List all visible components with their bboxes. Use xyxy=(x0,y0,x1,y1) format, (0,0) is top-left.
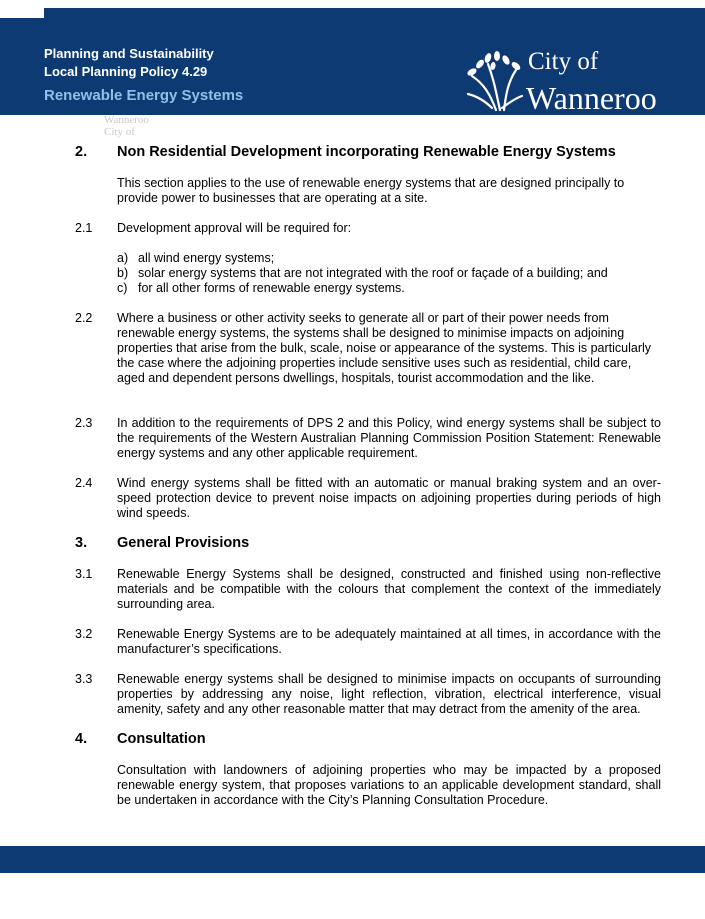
policy-subtitle: Renewable Energy Systems xyxy=(44,87,244,104)
list-marker: a) xyxy=(117,251,129,265)
list-item xyxy=(117,251,274,266)
clause-3-1-text: Renewable Energy Systems shall be designed, constructed and finished using non-reflective materials and be compatible with the colours that complement the context of the immediately surrounding area. xyxy=(117,567,661,611)
clause-2-1-text: Development approval will be required for: xyxy=(117,221,352,235)
section-4-number: 4. xyxy=(75,731,88,747)
clause-2-3-text: In addition to the requirements of DPS 2 and this Policy, wind energy systems shall be subject to the requirements of the Western Australian Planning Commission Position Statement: Renewable energy systems and any other applicable requirement. xyxy=(117,416,661,460)
header-notch xyxy=(0,8,44,18)
list-text: solar energy systems that are not integrated with the roof or façade of a building; and xyxy=(138,266,608,280)
logo-wanneroo-text: Wanneroo xyxy=(526,80,657,116)
department-title: Planning and Sustainability xyxy=(44,46,214,61)
list-marker: b) xyxy=(117,266,129,280)
clause-3-3-number: 3.3 xyxy=(75,672,93,686)
watermark xyxy=(72,114,149,138)
clause-3-2-number: 3.2 xyxy=(75,627,93,641)
section-3-title: General Provisions xyxy=(117,535,250,551)
section-2-intro: This section applies to the use of renewable energy systems that are designed principally to provide power to businesses that are operating at a site. xyxy=(117,176,625,205)
section-4-text: Consultation with landowners of adjoining properties who may be impacted by a proposed renewable energy system, that proposes variations to an applicable development standard, shall be undertaken in accordance with the City’s Planning Consultation Procedure. xyxy=(117,763,661,807)
clause-2-4-text: Wind energy systems shall be fitted with an automatic or manual braking system and an over-speed protection device to prevent noise impacts on adjoining properties during periods of high wind speeds. xyxy=(117,476,661,520)
watermark-line1: Wanneroo xyxy=(104,114,149,126)
list-item xyxy=(117,266,608,281)
logo-city-text: City of xyxy=(528,48,599,75)
list-text: for all other forms of renewable energy systems. xyxy=(138,281,405,295)
section-4-title: Consultation xyxy=(117,731,206,747)
clause-3-2-text: Renewable Energy Systems are to be adequately maintained at all times, in accordance with the manufacturer’s specifications. xyxy=(117,627,661,656)
watermark-line2: City of xyxy=(104,126,135,138)
clause-3-1-number: 3.1 xyxy=(75,567,93,581)
section-2-number: 2. xyxy=(75,144,88,160)
policy-number: Local Planning Policy 4.29 xyxy=(44,64,208,79)
kangaroo-paw-logo-icon xyxy=(466,50,524,112)
page-footer-bar xyxy=(0,846,705,873)
page-header xyxy=(0,8,705,115)
list-text: all wind energy systems; xyxy=(138,251,275,265)
clause-2-1-number: 2.1 xyxy=(75,221,93,235)
clause-2-4-number: 2.4 xyxy=(75,476,93,490)
clause-2-3-number: 2.3 xyxy=(75,416,93,430)
clause-3-3-text: Renewable energy systems shall be designed to minimise impacts on occupants of surrounding properties by addressing any noise, light reflection, vibration, electrical interference, visual amenity, safety and any other reasonable matter that may detract from the amenity of the area. xyxy=(117,672,661,716)
section-2-title: Non Residential Development incorporating Renewable Energy Systems xyxy=(117,144,616,160)
list-marker: c) xyxy=(117,281,128,295)
clause-2-2-text: Where a business or other activity seeks to generate all or part of their power needs from renewable energy systems, the systems shall be designed to minimise impacts on adjoining properties that arise from the bulk, scale, noise or appearance of the systems. This is particularly the case where the adjoining properties include sensitive uses such as residential, child care, aged and dependent persons dwellings, hospitals, tourist accommodation and the like. xyxy=(117,311,652,385)
clause-2-2-number: 2.2 xyxy=(75,311,93,325)
list-item xyxy=(117,281,405,296)
section-3-number: 3. xyxy=(75,535,88,551)
